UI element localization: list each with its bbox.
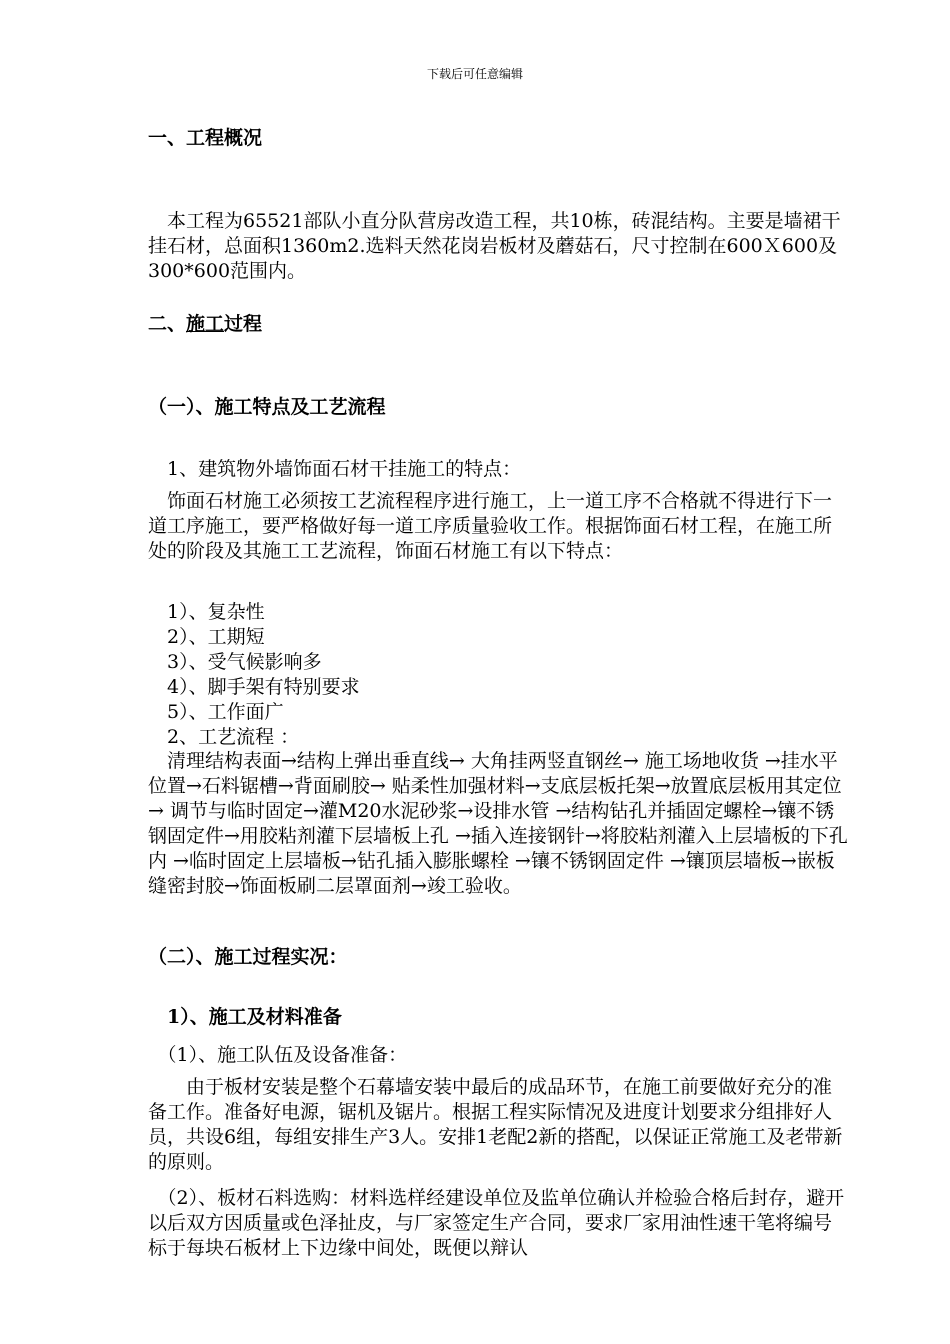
section-2-underlined: 施工	[186, 313, 225, 335]
section-2-suffix: 过程	[224, 313, 263, 335]
prep-heading: 1）、施工及材料准备	[148, 1006, 342, 1028]
overview-paragraph: 本工程为65521部队小直分队营房改造工程，共10栋，砖混结构。主要是墙裙干挂石材，总面积1360m2.选料天然花岗岩板材及蘑菇石，尺寸控制在600Ｘ600及300*600范围内。	[148, 210, 841, 282]
list-item: 4）、脚手架有特别要求	[148, 676, 360, 698]
list-item: 3）、受气候影响多	[148, 651, 322, 673]
list-item: 2、工艺流程 ：	[148, 726, 300, 748]
page-header: 下载后可任意编辑	[426, 67, 523, 81]
process-paragraph: 清理结构表面→结构上弹出垂直线→ 大角挂两竖直钢丝→ 施工场地收货 →挂水平位置→石料锯槽→背面刷胶→ 贴柔性加强材料→支底层板托架→放置底层板用其定位→ 调节与临时固定→灌M20水泥砂浆→设排水管 →结构钻孔并插固定螺栓→镶不锈钢固定件→用胶粘剂灌下层墙板上孔 →插入连接钢针→将胶粘剂灌入上层墙板的下孔内 →临时固定上层墙板→钻孔插入膨胀螺栓 →镶不锈钢固定件 →镶顶层墙板→嵌板缝密封胶→饰面板刷二层罩面剂→竣工验收。	[148, 750, 848, 897]
material-paragraph: （2）、板材石料选购：材料选样经建设单位及监单位确认并检验合格后封存，避开以后双方因质量或色泽扯皮，与厂家签定生产合同，要求厂家用油性速干笔将编号标于每块石板材上下边缘中间处，既便以辩认	[148, 1187, 845, 1259]
features-paragraph: 饰面石材施工必须按工艺流程程序进行施工，上一道工序不合格就不得进行下一道工序施工，要严格做好每一道工序质量验收工作。根据饰面石材工程，在施工所处的阶段及其施工工艺流程，饰面石材施工有以下特点：	[148, 490, 833, 562]
team-paragraph: 由于板材安装是整个石幕墙安装中最后的成品环节，在施工前要做好充分的准备工作。准备好电源，锯机及锯片。根据工程实际情况及进度计划要求分组排好人员，共设6组，每组安排生产3人。安排1老配2新的搭配，以保证正常施工及老带新的原则。	[148, 1076, 843, 1173]
team-heading: （1）、施工队伍及设备准备：	[148, 1044, 408, 1066]
features-list	[148, 600, 848, 750]
list-item: 2）、工期短	[148, 626, 265, 648]
section-2-prefix: 二、	[148, 313, 187, 335]
features-heading: 1、建筑物外墙饰面石材干挂施工的特点：	[148, 458, 522, 480]
subsection-2-title: （二）、施工过程实况：	[148, 946, 348, 968]
list-item: 5）、工作面广	[148, 701, 284, 723]
list-item: 1）、复杂性	[148, 601, 265, 623]
subsection-1-title: （一）、施工特点及工艺流程	[148, 396, 386, 418]
section-2-title	[148, 312, 848, 337]
section-1-title: 一、工程概况	[148, 127, 263, 149]
